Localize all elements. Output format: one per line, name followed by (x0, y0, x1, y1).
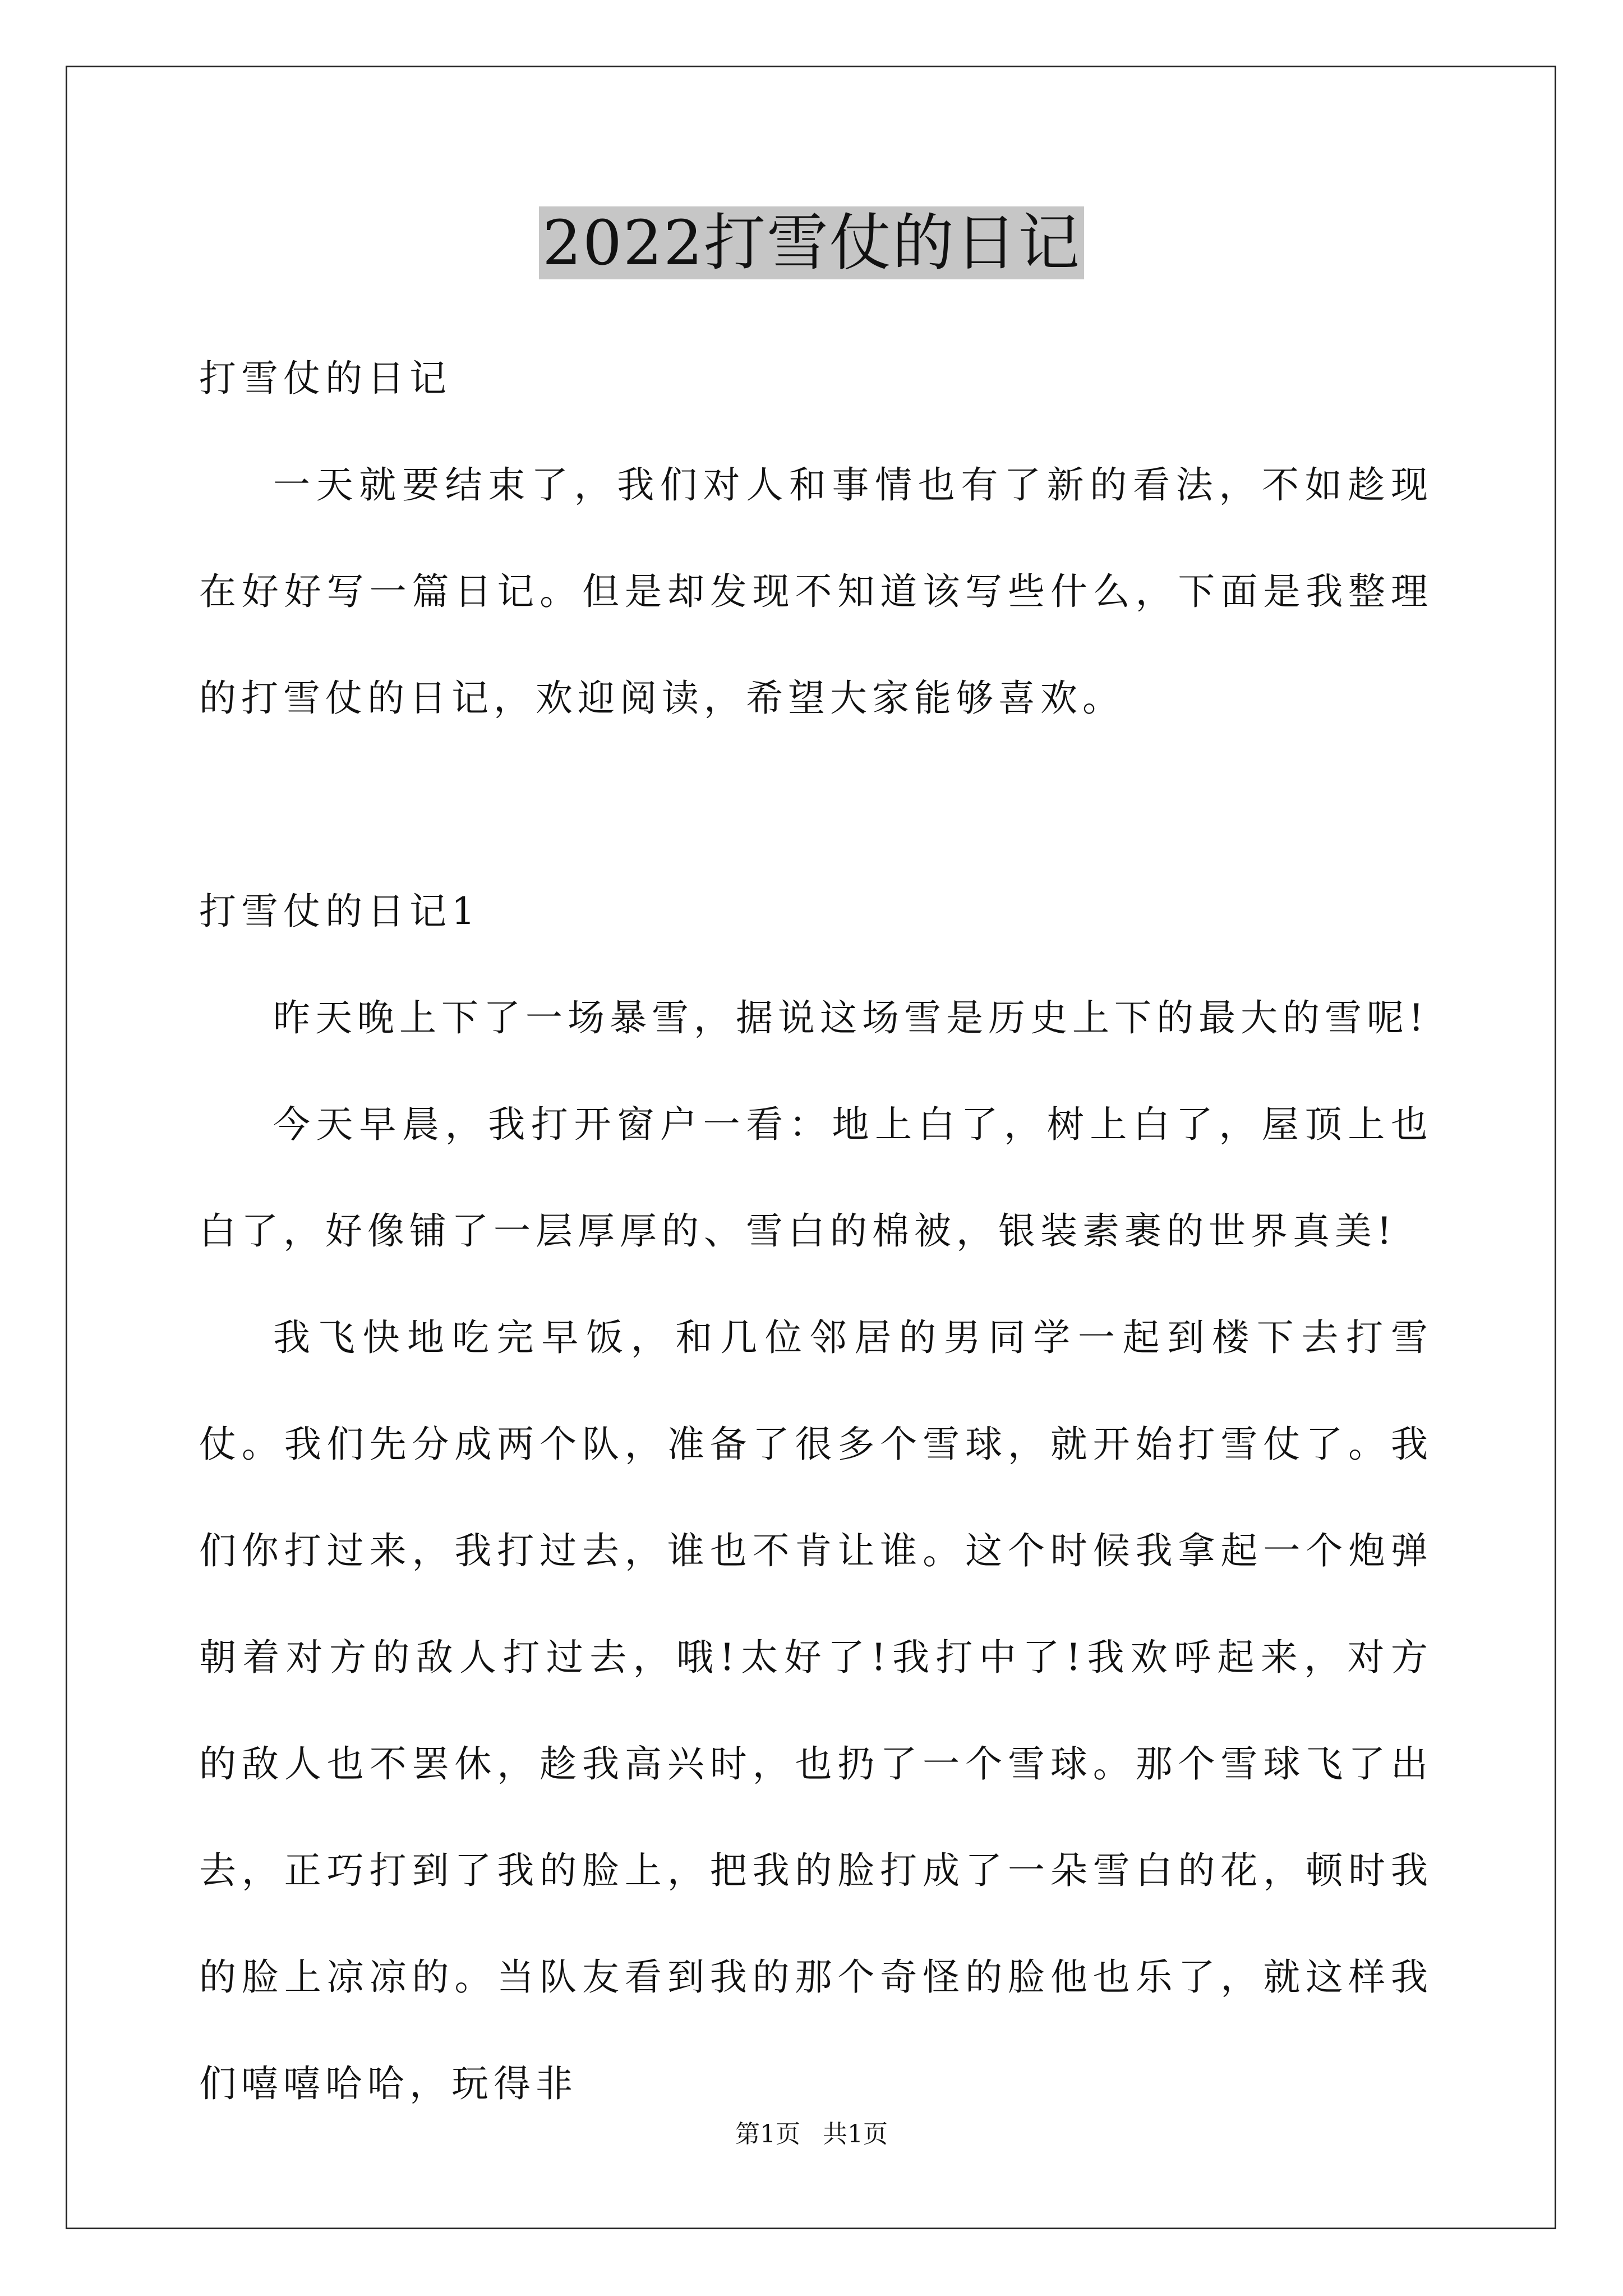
section-heading: 打雪仗的日记1 (199, 890, 480, 933)
body-paragraph: 昨天晚上下了一场暴雪，据说这场雪是历史上下的最大的雪呢! (273, 996, 1429, 1039)
paragraph-spacer (199, 752, 1433, 858)
page-number-total: 共1页 (823, 2120, 888, 2148)
body-paragraph: 我飞快地吃完早饭，和几位邻居的男同学一起到楼下去打雪仗。我们先分成两个队，准备了很多个雪球，就开始打雪仗了。我们你打过来，我打过去，谁也不肯让谁。这个时候我拿起一个炮弹朝着对方的敌人打过去，哦!太好了!我打中了!我欢呼起来，对方的敌人也不罢休，趁我高兴时，也扔了一个雪球。那个雪球飞了出去，正巧打到了我的脸上，把我的脸打成了一朵雪白的花，顿时我的脸上凉凉的。当队友看到我的那个奇怪的脸他也乐了，就这样我们嘻嘻哈哈，玩得非 (199, 1316, 1433, 2105)
intro-paragraph: 一天就要结束了，我们对人和事情也有了新的看法，不如趁现在好好写一篇日记。但是却发现不知道该写些什么，下面是我整理的打雪仗的日记，欢迎阅读，希望大家能够喜欢。 (199, 463, 1433, 720)
body-paragraph: 今天早晨，我打开窗户一看：地上白了，树上白了，屋顶上也白了，好像铺了一层厚厚的、雪白的棉被，银装素裹的世界真美! (199, 1103, 1433, 1253)
document-title: 2022打雪仗的日记 (539, 206, 1084, 279)
page-footer (0, 2118, 1623, 2151)
document-body (199, 325, 1433, 2137)
page-number-current: 第1页 (735, 2120, 800, 2148)
section-heading: 打雪仗的日记 (199, 357, 451, 400)
title-container (0, 206, 1623, 279)
